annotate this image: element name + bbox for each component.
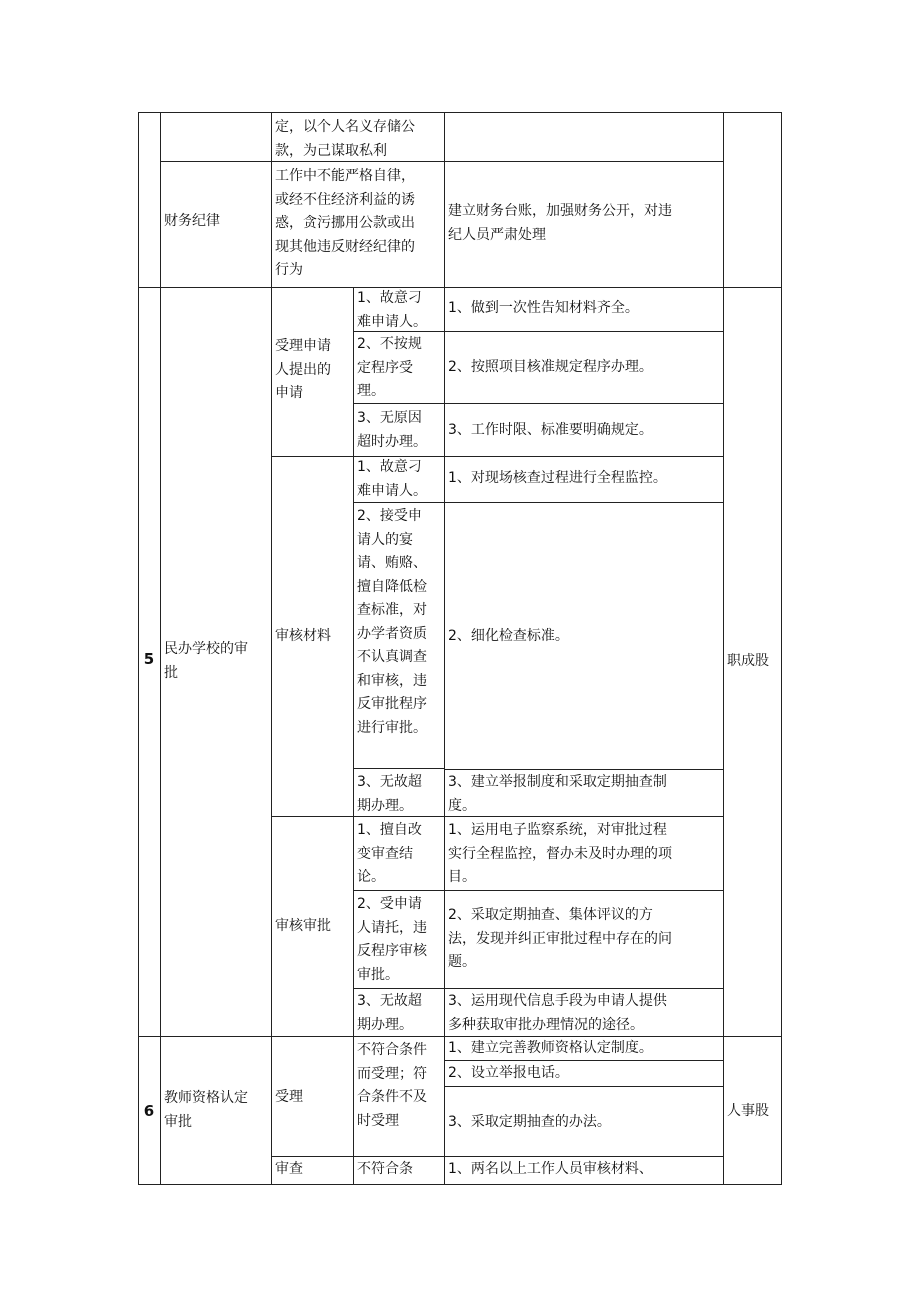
row-number-5: 5 [143, 650, 155, 668]
cell-risk: 2、不按规 定程序受 理。 [357, 336, 422, 399]
cell-step-review-materials: 审核材料 [275, 628, 331, 644]
cell-risk: 1、故意刁 难申请人。 [357, 459, 427, 499]
cell-step-review: 审查 [275, 1161, 303, 1177]
cell-measure: 2、采取定期抽查、集体评议的方 法，发现并纠正审批过程中存在的问 题。 [448, 907, 672, 970]
cell-risk-finance: 工作中不能严格自律， 或经不住经济利益的诱 惑，贪污挪用公款或出 现其他违反财经纪律的 行为 [275, 168, 415, 278]
cell-measure: 1、运用电子监察系统，对审批过程 实行全程监控，督办未及时办理的项 目。 [448, 822, 672, 885]
cell-measure: 1、做到一次性告知材料齐全。 [448, 300, 639, 316]
cell-risk: 2、受申请 人请托，违 反程序审核 审批。 [357, 896, 427, 983]
cell-measure: 1、两名以上工作人员审核材料、 [448, 1161, 653, 1177]
cell-item-finance: 财务纪律 [164, 213, 220, 229]
cell-dept-vocational: 职成股 [727, 653, 769, 669]
cell-measure: 1、对现场核查过程进行全程监控。 [448, 470, 667, 486]
cell-risk: 1、故意刁 难申请人。 [357, 290, 427, 330]
cell-measure: 2、设立举报电话。 [448, 1065, 569, 1081]
cell-measure: 3、运用现代信息手段为申请人提供 多种获取审批办理情况的途径。 [448, 993, 667, 1033]
cell-risk-continued: 定，以个人名义存储公 款，为己谋取私利 [275, 119, 415, 159]
cell-risk: 2、接受申 请人的宴 请、贿赂、 擅自降低检 查标准，对 办学者资质 不认真调查 和审核，违 反审批程序 进行审批。 [357, 508, 427, 736]
cell-step-review-approve: 审核审批 [275, 918, 331, 934]
cell-measure: 3、建立举报制度和采取定期抽查制 度。 [448, 774, 667, 814]
cell-measure: 2、按照项目核准规定程序办理。 [448, 359, 653, 375]
cell-measure: 3、采取定期抽查的办法。 [448, 1114, 611, 1130]
cell-risk: 1、擅自改 变审查结 论。 [357, 822, 422, 885]
row-number-6: 6 [143, 1102, 155, 1120]
cell-risk: 3、无原因 超时办理。 [357, 410, 427, 450]
cell-dept-personnel: 人事股 [727, 1103, 769, 1119]
cell-measure: 2、细化检查标准。 [448, 628, 569, 644]
cell-risk: 3、无故超 期办理。 [357, 993, 422, 1033]
cell-item-teacher-qualification: 教师资格认定 审批 [164, 1090, 248, 1130]
cell-measure: 1、建立完善教师资格认定制度。 [448, 1040, 653, 1056]
cell-step-accept-application: 受理申请 人提出的 申请 [275, 338, 331, 401]
cell-risk: 不符合条件 而受理；符 合条件不及 时受理 [357, 1042, 427, 1129]
cell-risk: 3、无故超 期办理。 [357, 774, 422, 814]
cell-risk: 不符合条 [357, 1161, 413, 1177]
cell-measure-finance: 建立财务台账，加强财务公开，对违 纪人员严肃处理 [448, 203, 672, 243]
cell-measure: 3、工作时限、标准要明确规定。 [448, 422, 653, 438]
cell-step-accept: 受理 [275, 1089, 303, 1105]
cell-item-private-school: 民办学校的审 批 [164, 641, 248, 681]
